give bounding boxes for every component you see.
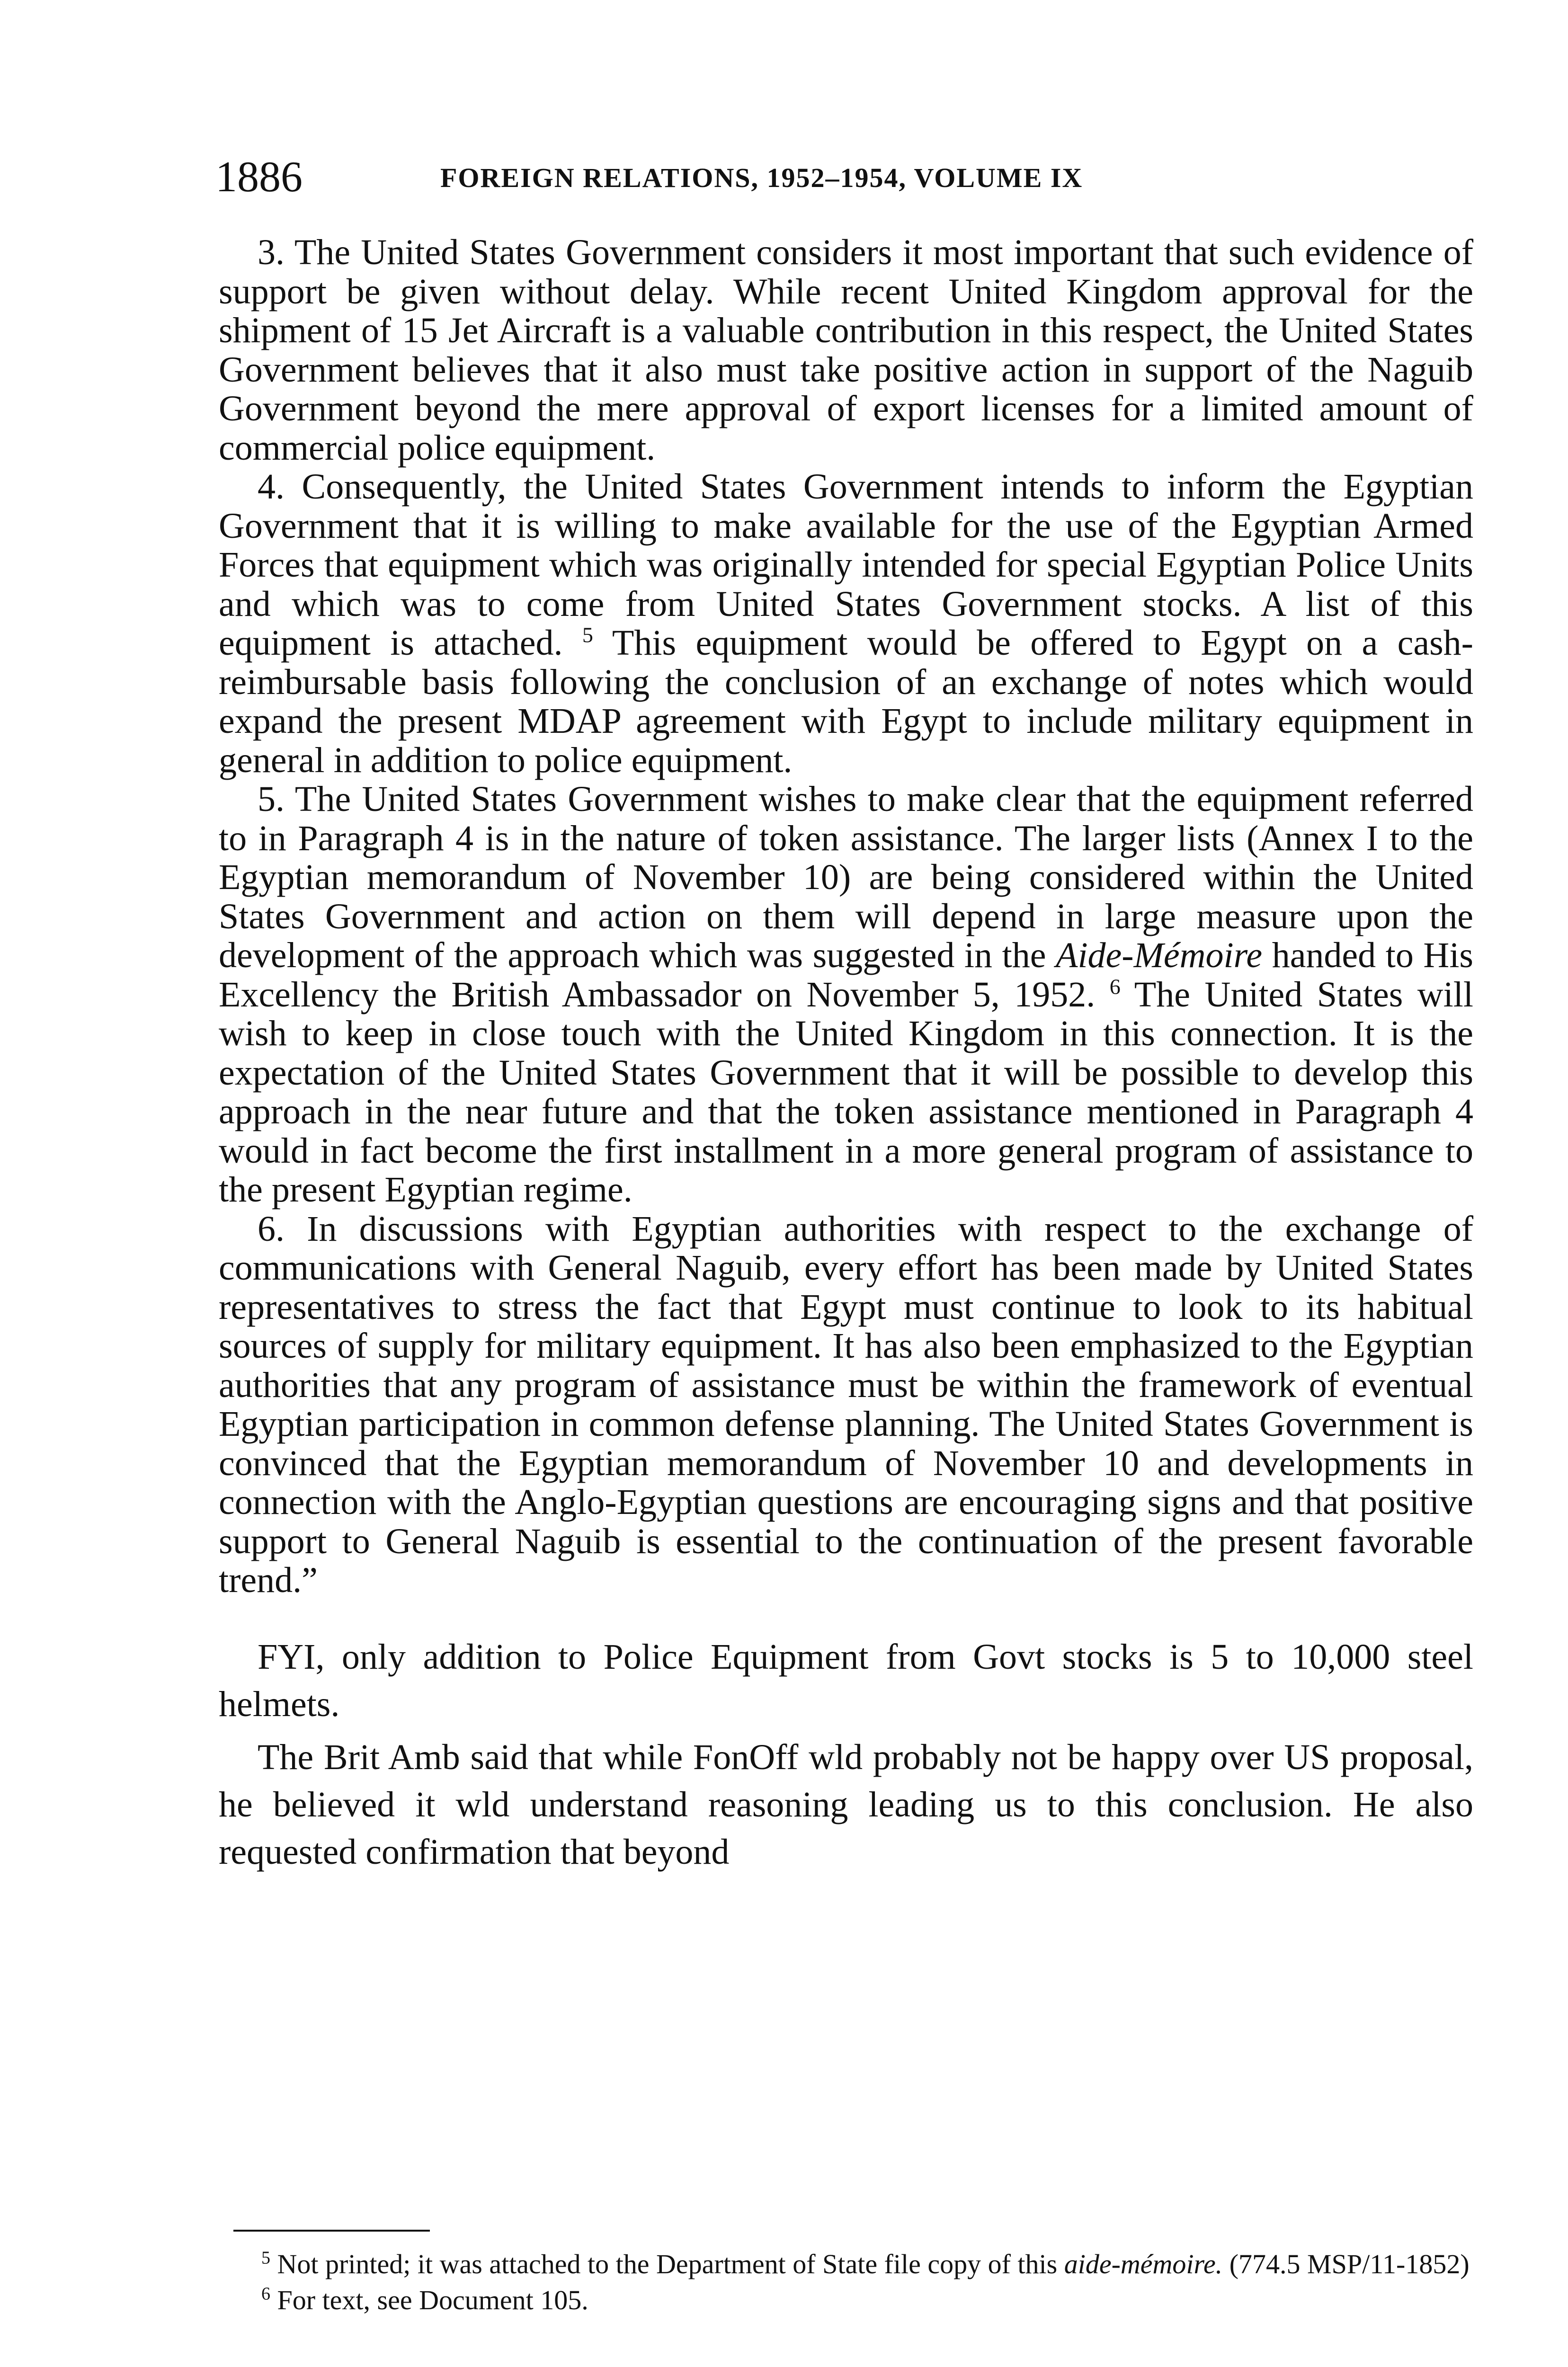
paragraph-text: 4. Consequently, the United States Government intends to inform the Egyptian Government that it is willing to make available for the use of the Egyptian Armed Forces that equipment which was originally intended for special Egyptian Police Units and which was to come from United States Government stocks. A list of this equipment is attached. [219, 467, 1473, 663]
paragraph-spacer [219, 1600, 1473, 1633]
memo-paragraph-3 [219, 233, 1473, 467]
paragraph-text: 3. The United States Government considers it most important that such evidence of support be given without delay. While recent United Kingdom approval for the shipment of 15 Jet Aircraft is a valuable contribution in this respect, the United States Government believes that it also must take positive action in support of the Naguib Government beyond the mere approval of export licenses for a limited amount of commercial police equipment. [219, 232, 1473, 468]
footnote-italic: aide-mémoire. [1064, 2249, 1223, 2279]
footnote-5 [229, 2246, 1473, 2282]
paragraph-text: 5. The United States Government wishes to make clear that the equipment referred to in Paragraph 4 is in the nature of token assistance. The larger lists (Annex I to the Egyptian memorandum of November 10) are being considered within the United States Government and action on them will depend in large measure upon the development of the approach which was suggested in the [219, 779, 1473, 975]
running-head [215, 151, 1541, 203]
footnote-reference-6: 6 [1109, 974, 1121, 999]
footnote-mark: 5 [261, 2248, 270, 2268]
memo-paragraph-5 [219, 780, 1473, 1210]
paragraph-text: 6. In discussions with Egyptian authorities with respect to the exchange of communications with General Naguib, every effort has been made by United States representatives to stress the fact that Egypt must continue to look to its habitual sources of supply for military equipment. It has also been emphasized to the Egyptian authorities that any program of assistance must be within the framework of eventual Egyptian participation in common defense planning. The United States Government is convinced that the Egyptian memorandum of November 10 and developments in connection with the Anglo-Egyptian questions are encouraging signs and that positive support to General Naguib is essential to the continuation of the present favorable trend.” [219, 1209, 1473, 1600]
footnote-text: (774.5 MSP/11-1852) [1222, 2249, 1470, 2279]
footnote-mark: 6 [261, 2284, 270, 2304]
brit-amb-paragraph: The Brit Amb said that while FonOff wld probably not be happy over US proposal, he believed it wld understand reasoning leading us to this conclusion. He also requested confirmation that beyond [219, 1737, 1473, 1872]
footnote-text: For text, see Document 105. [270, 2285, 588, 2315]
footnotes [229, 2246, 1473, 2318]
footnote-6 [229, 2282, 1473, 2318]
paragraph-text: handed to His Excellency the British Ambassador on November 5, 1952. [219, 935, 1474, 1014]
footnote-divider [233, 2230, 430, 2232]
paragraph-text: The United States will wish to keep in close touch with the United Kingdom in this connection. It is the expectation of the United States Government that it will be possible to develop this approach in the near future and that the token assistance mentioned in Paragraph 4 would in fact become the first installment in a more general program of assistance to the present Egyptian regime. [219, 974, 1474, 1210]
paragraph-spacer [219, 1728, 1473, 1734]
memo-paragraph-6 [219, 1210, 1473, 1600]
footnote-text: Not printed; it was attached to the Department of State file copy of this [270, 2249, 1064, 2279]
running-head-title: FOREIGN RELATIONS, 1952–1954, VOLUME IX [440, 162, 1083, 193]
aide-memoire-italic: Aide-Mémoire [1056, 935, 1263, 975]
memo-paragraph-4 [219, 467, 1473, 780]
body-text [219, 233, 1473, 1876]
fyi-paragraph: FYI, only addition to Police Equipment from Govt stocks is 5 to 10,000 steel helmets. [219, 1637, 1473, 1724]
page-number: 1886 [215, 152, 303, 201]
footnote-reference-5: 5 [582, 623, 593, 647]
paragraph-text: This equipment would be offered to Egypt on a cash-reimbursable basis following the conclusion of an exchange of notes which would expand the present MDAP agreement with Egypt to include military equipment in general in addition to police equipment. [219, 623, 1473, 780]
